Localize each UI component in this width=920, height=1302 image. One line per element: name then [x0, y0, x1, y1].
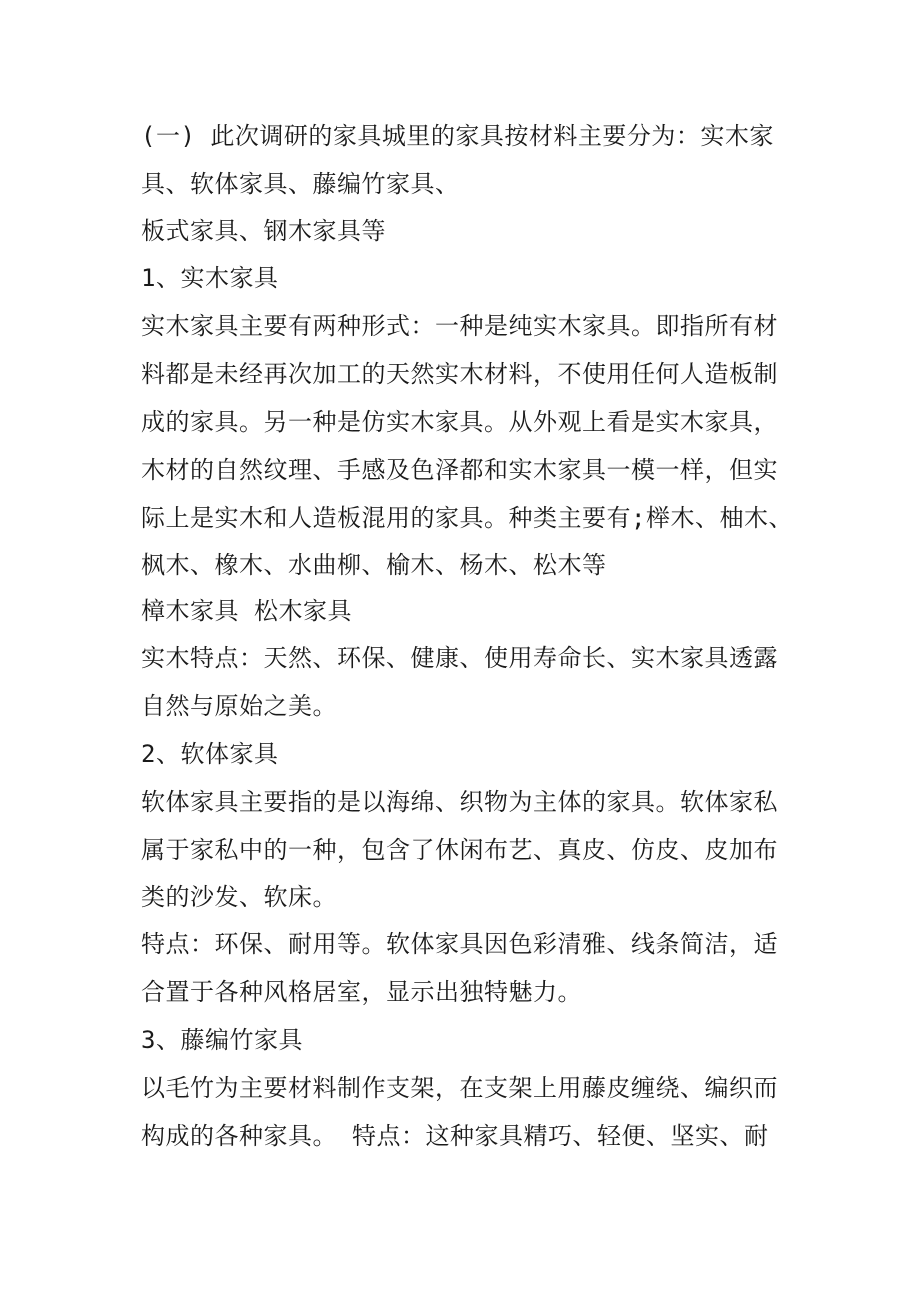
text-line: 特点：环保、耐用等。软体家具因色彩清雅、线条简洁，适	[141, 930, 778, 958]
text-line: 软体家具主要指的是以海绵、织物为主体的家具。软体家私	[141, 788, 778, 816]
text-line: (一) 此次调研的家具城里的家具按材料主要分为：实木家	[141, 122, 774, 150]
text-line: 以毛竹为主要材料制作支架，在支架上用藤皮缠绕、编织而	[141, 1074, 778, 1102]
text-line: 自然与原始之美。	[141, 692, 337, 720]
text-line: 具、软体家具、藤编竹家具、	[141, 170, 460, 198]
text-line: 实木特点：天然、环保、健康、使用寿命长、实木家具透露	[141, 644, 778, 672]
text-line: 合置于各种风格居室，显示出独特魅力。	[141, 978, 582, 1006]
section-heading: 1、实木家具	[141, 264, 279, 292]
text-line: 成的家具。另一种是仿实木家具。从外观上看是实木家具，	[141, 408, 778, 436]
text-line: 构成的各种家具。 特点：这种家具精巧、轻便、坚实、耐	[141, 1122, 769, 1150]
section-heading: 2、软体家具	[141, 740, 279, 768]
section-heading: 3、藤编竹家具	[141, 1026, 303, 1054]
text-line: 际上是实木和人造板混用的家具。种类主要有;榉木、柚木、	[141, 504, 793, 532]
document-page	[141, 112, 791, 1160]
text-line: 料都是未经再次加工的天然实木材料，不使用任何人造板制	[141, 360, 778, 388]
text-line: 属于家私中的一种，包含了休闲布艺、真皮、仿皮、皮加布	[141, 836, 778, 864]
text-line: 枫木、橡木、水曲柳、榆木、杨木、松木等	[141, 551, 607, 579]
text-line: 实木家具主要有两种形式：一种是纯实木家具。即指所有材	[141, 312, 778, 340]
text-line: 木材的自然纹理、手感及色泽都和实木家具一模一样，但实	[141, 456, 778, 484]
text-line: 樟木家具 松木家具	[141, 597, 352, 625]
text-line: 板式家具、钢木家具等	[141, 217, 386, 245]
text-line: 类的沙发、软床。	[141, 883, 337, 911]
